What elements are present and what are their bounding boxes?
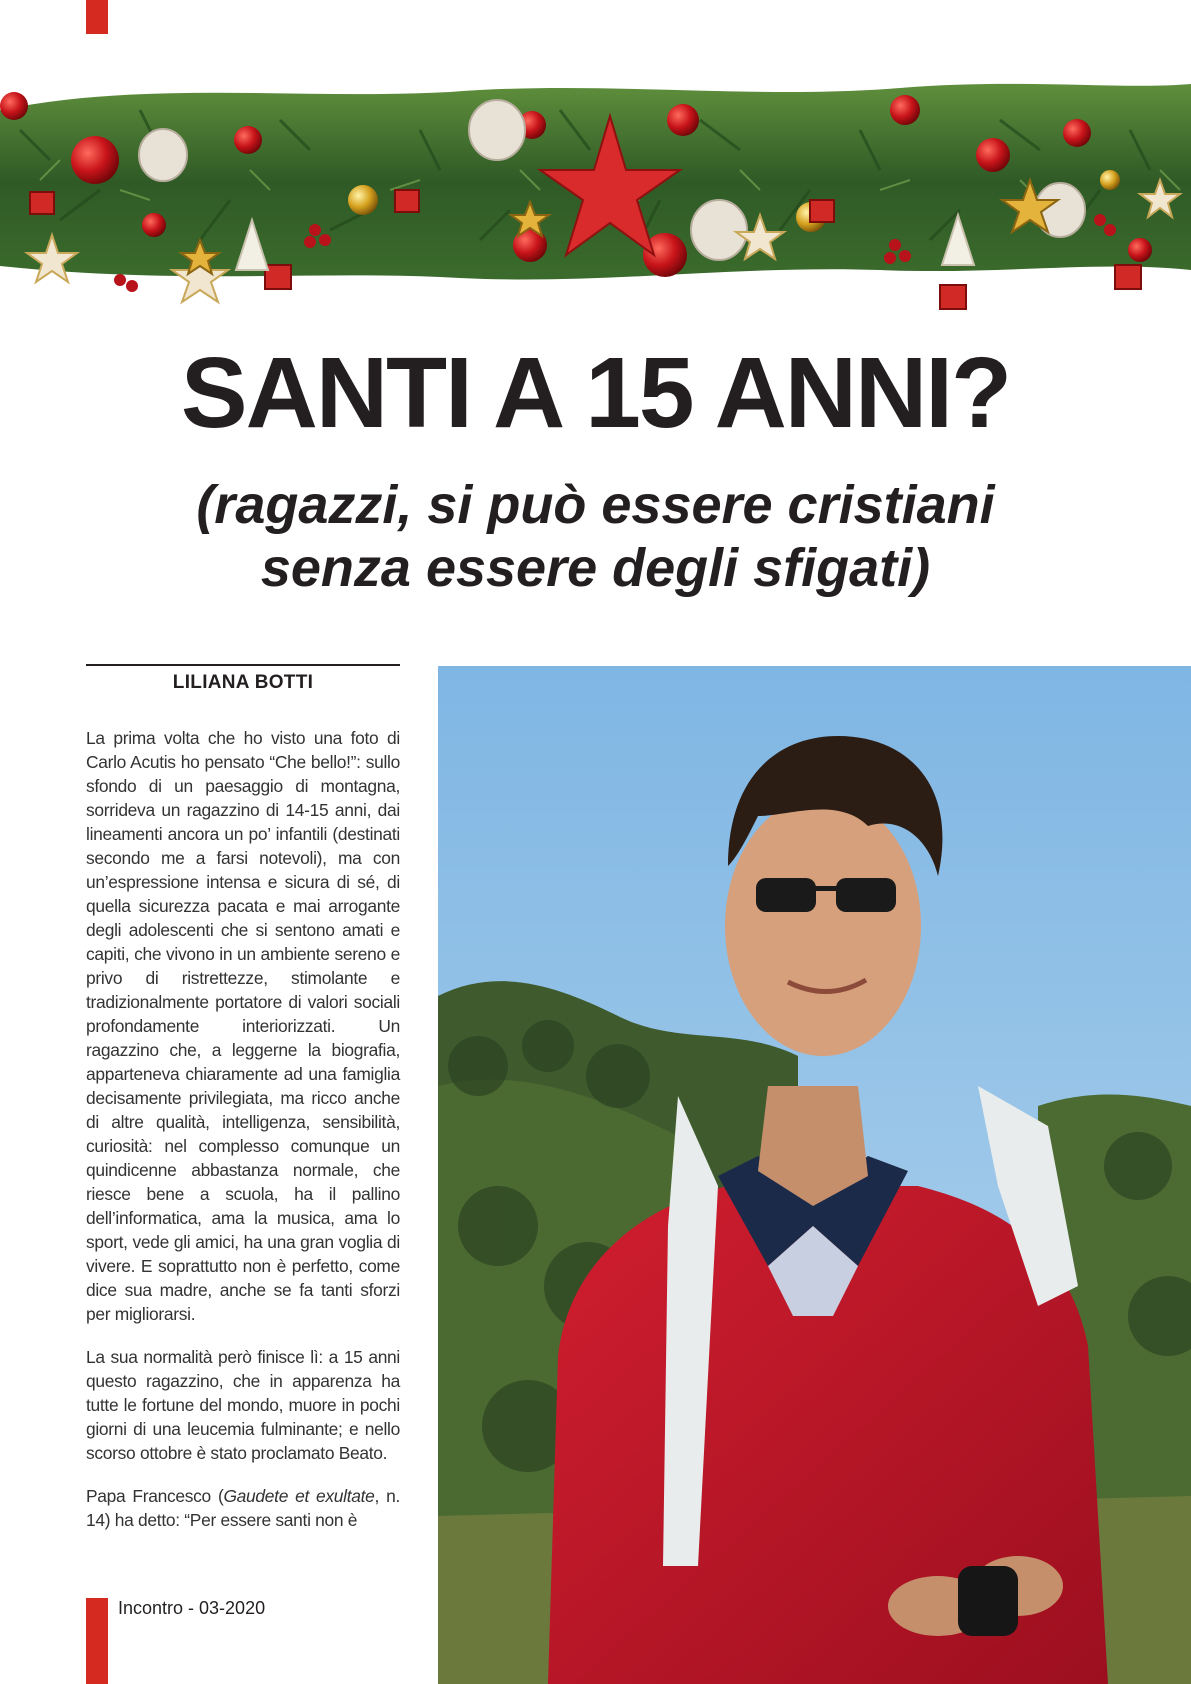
page-footer: Incontro - 03-2020: [118, 1598, 266, 1618]
christmas-garland-image: [0, 70, 1191, 310]
top-accent-tab: [86, 0, 108, 34]
publication-title: Gaudete et exultate: [223, 1486, 375, 1506]
portrait-photo: [438, 666, 1191, 1684]
paragraph-3-text-b: , n. 14) ha detto: “Per essere santi non è: [86, 1486, 400, 1530]
article-title: SANTI A 15 ANNI?: [180, 337, 1011, 449]
subtitle-line-1: (ragazzi, si può essere cristiani: [196, 475, 995, 535]
paragraph-1: La prima volta che ho visto una foto di Carlo Acutis ho pensato “Che bello!”: sullo sfondo di un paesaggio di montagna, sorrideva un ragazzino di 14-15 anni, dai lineamenti ancora un po’ infantili (destinati secondo me a farsi notevoli), ma con un’espressione intensa e sicura di sé, di quella sicurezza pacata e mai arrogante degli adolescenti che si sentono amati e capiti, che vivono in un ambiente sereno e privo di ristrettezze, stimolante e tradizionalmente portatore di valori sociali profondamente interiorizzati. Un ragazzino che, a leggerne la biografia, apparteneva chiaramente ad una famiglia decisamente privilegiata, ma ricco anche di altre qualità, intelligenza, sensibilità, curiosità: nel complesso comunque un quindicenne abbastanza normale, che riesce bene a scuola, ha il pallino dell’informatica, ama la musica, ama lo sport, vede gli amici, ha una gran voglia di vivere. E soprattutto non è perfetto, come dice sua madre, anche se fa tanti sforzi per migliorarsi.: [86, 728, 400, 1324]
paragraph-3: [86, 1484, 400, 1532]
byline-divider: [86, 664, 400, 666]
paragraph-3-text-a: Papa Francesco (: [86, 1486, 224, 1506]
bottom-accent-tab: [86, 1598, 108, 1684]
article-subtitle: [0, 474, 1191, 600]
article-body: [86, 726, 400, 1551]
subtitle-line-2: senza essere degli sfigati): [260, 538, 931, 598]
author-name: LILIANA BOTTI: [172, 672, 314, 693]
paragraph-2: La sua normalità però finisce lì: a 15 anni questo ragazzino, che in apparenza ha tutte le fortune del mondo, muore in pochi giorni di una leucemia fulminante; e nello scorso ottobre è stato proclamato Beato.: [86, 1347, 400, 1463]
